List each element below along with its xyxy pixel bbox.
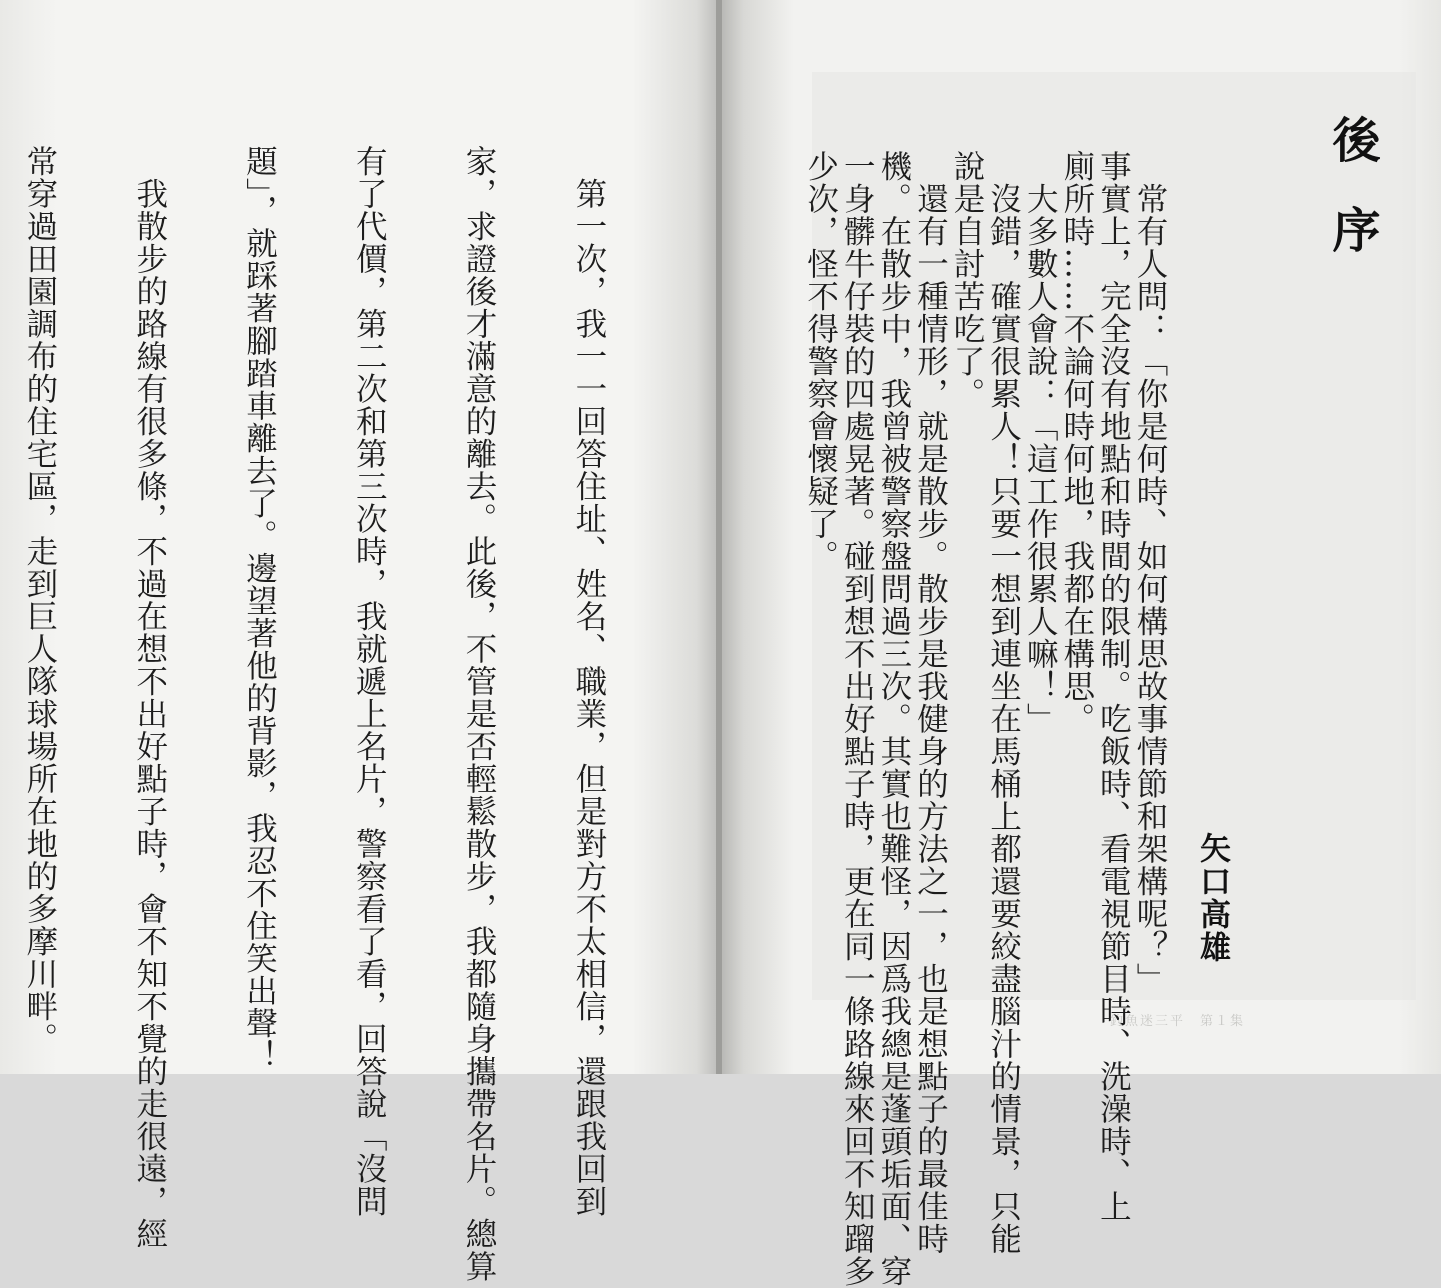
- text-line: 事實上，完全沒有地點和時間的限制。吃飯時、看電視節目時、洗澡時、上: [1095, 150, 1132, 1223]
- text-line: 題」，就踩著腳踏車離去了。邊望著他的背影，我忍不住笑出聲！: [241, 145, 278, 1072]
- page-title: 後序: [1324, 115, 1380, 295]
- author-name: 矢口高雄: [1194, 832, 1230, 964]
- show-through-caption: 釣魚迷三平 第１集: [1110, 1014, 1246, 1029]
- text-line: 常穿過田園調布的住宅區，走到巨人隊球場所在地的多摩川畔。: [21, 145, 58, 1055]
- text-line: 我散步的路線有很多條，不過在想不出好點子時，會不知不覺的走很遠，經: [131, 145, 168, 1250]
- text-line: 第一次，我一一回答住址、姓名、職業，但是對方不太相信，還跟我回到: [570, 145, 607, 1218]
- text-line: 還有一種情形，就是散步。散步是我健身的方法之一，也是想點子的最佳時: [912, 150, 949, 1255]
- left-page-body-text: [0, 145, 680, 1283]
- text-line: 少次，怪不得警察會懷疑了。: [802, 150, 839, 573]
- text-line: 常有人問：「你是何時、如何構思故事情節和架構呢？」: [1132, 150, 1168, 995]
- text-line: 機。在散步中，我曾被警察盤問過三次。其實也難怪，因爲我總是蓬頭垢面、穿: [875, 150, 912, 1288]
- text-line: 家，求證後才滿意的離去。此後，不管是否輕鬆散步，我都隨身攜帶名片。總算: [461, 145, 498, 1283]
- text-line: 一身髒牛仔裝的四處晃著。碰到想不出好點子時，更在同一條路線來回不知蹓多: [839, 150, 876, 1288]
- text-line: 廁所時……不論何時何地，我都在構思。: [1058, 150, 1095, 735]
- text-line: 有了代價，第二次和第三次時，我就遞上名片，警察看了看，回答說「沒問: [351, 145, 388, 1218]
- right-page-body-text: [802, 150, 1168, 1288]
- text-line: 沒錯，確實很累人！只要一想到連坐在馬桶上都還要絞盡腦汁的情景，只能: [985, 150, 1022, 1255]
- text-line: 大多數人會說：「這工作很累人嘛！」: [1022, 150, 1059, 735]
- left-page: [0, 0, 718, 1283]
- text-line: 說是自討苦吃了。: [949, 150, 986, 410]
